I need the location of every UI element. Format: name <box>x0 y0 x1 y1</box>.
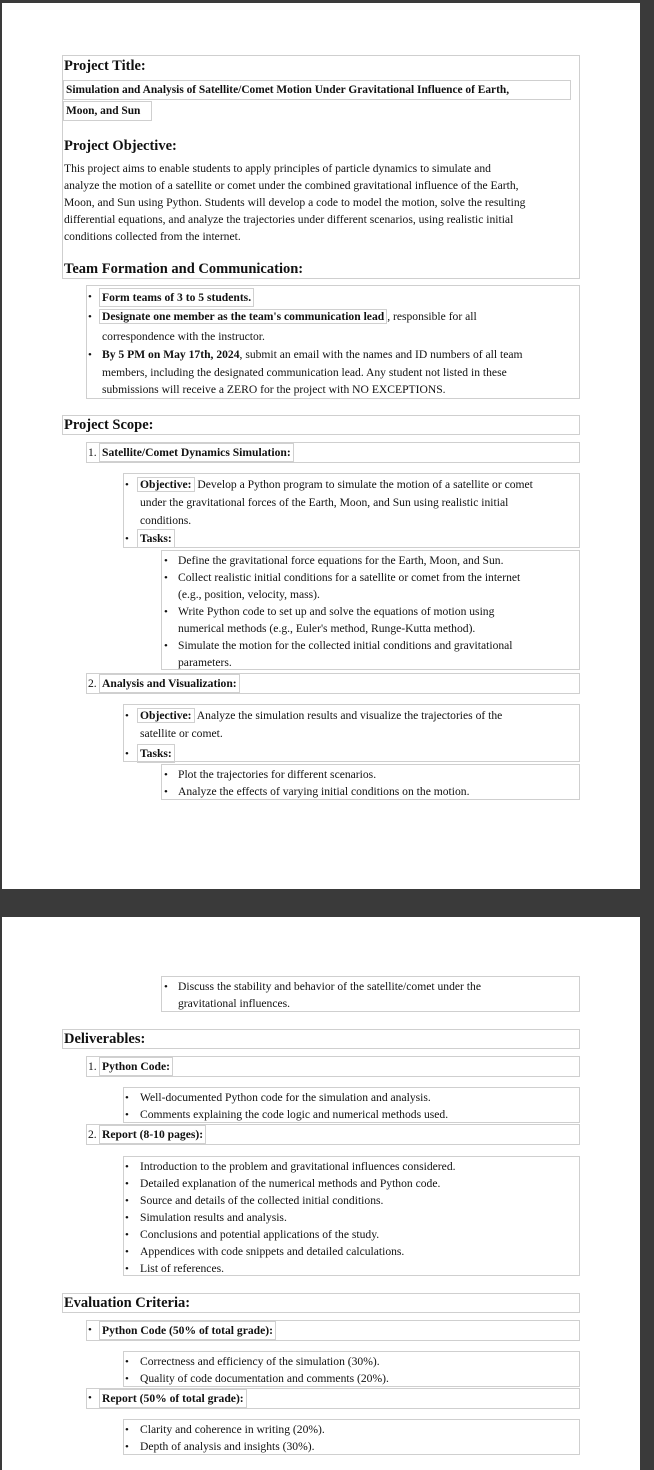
bullet: • <box>125 1161 129 1173</box>
team-item-3-rest: , submit an email with the names and ID numbers of all team <box>239 348 523 361</box>
project-objective-heading: Project Objective: <box>64 138 177 154</box>
scope1-number: 1. <box>88 446 97 459</box>
e2-item: Clarity and coherence in writing (20%). <box>140 1423 325 1436</box>
team-item-3-bold: By 5 PM on May 17th, 2024 <box>102 348 240 361</box>
scope1-tasks-label: Tasks: <box>137 529 175 548</box>
bullet: • <box>125 533 129 545</box>
e2-item: Depth of analysis and insights (30%). <box>140 1440 315 1453</box>
continued-task-line2: gravitational influences. <box>178 997 291 1010</box>
project-title-line2: Moon, and Sun <box>66 105 141 117</box>
continued-task: Discuss the stability and behavior of the satellite/comet under the <box>178 980 481 993</box>
d2-number: 2. <box>88 1128 97 1141</box>
project-title-heading: Project Title: <box>64 58 146 74</box>
bullet: • <box>125 748 129 760</box>
team-item-3 <box>102 346 523 363</box>
bullet: • <box>125 1178 129 1190</box>
bullet: • <box>125 1092 129 1104</box>
scope1-task-cont: (e.g., position, velocity, mass). <box>178 588 320 601</box>
bullet: • <box>164 555 168 567</box>
evaluation-heading: Evaluation Criteria: <box>64 1295 191 1311</box>
bullet: • <box>125 1373 129 1385</box>
bullet: • <box>125 1195 129 1207</box>
bullet: • <box>125 1263 129 1275</box>
scope1-objective-line2: under the gravitational forces of the Earth, Moon, and Sun using realistic initial <box>140 496 509 509</box>
objective-line: differential equations, and analyze the trajectories under different scenarios, using realistic initial <box>64 213 514 226</box>
d2-item: Source and details of the collected initial conditions. <box>140 1194 384 1207</box>
scope2-task: Analyze the effects of varying initial conditions on the motion. <box>178 785 470 798</box>
scope1-task: Collect realistic initial conditions for a satellite or comet from the internet <box>178 571 521 584</box>
d1-item: Well-documented Python code for the simulation and analysis. <box>140 1091 431 1104</box>
bullet: • <box>125 1246 129 1258</box>
e1-item: Quality of code documentation and comments (20%). <box>140 1372 389 1385</box>
bullet: • <box>125 1424 129 1436</box>
d1-number: 1. <box>88 1060 97 1073</box>
bullet: • <box>88 1392 92 1404</box>
team-formation-heading: Team Formation and Communication: <box>64 261 304 277</box>
bullet: • <box>125 1212 129 1224</box>
bullet: • <box>88 349 92 361</box>
scope1-task-cont: numerical methods (e.g., Euler's method, Runge-Kutta method). <box>178 622 476 635</box>
scope2-number: 2. <box>88 677 97 690</box>
objective-line: analyze the motion of a satellite or comet under the combined gravitational influence of the Earth, <box>64 179 519 192</box>
d2-item: Appendices with code snippets and detailed calculations. <box>140 1245 405 1258</box>
team-item-2-bold: Designate one member as the team's communication lead <box>99 309 387 324</box>
d2-item: Detailed explanation of the numerical methods and Python code. <box>140 1177 441 1190</box>
bullet: • <box>125 1229 129 1241</box>
document-page-2 <box>2 917 640 1470</box>
bullet: • <box>164 572 168 584</box>
team-item-2-line2: correspondence with the instructor. <box>102 330 265 343</box>
deliverables-heading: Deliverables: <box>64 1031 146 1047</box>
scope2-objective-text: Analyze the simulation results and visualize the trajectories of the <box>194 709 503 722</box>
bullet: • <box>88 1324 92 1336</box>
e1-label: Python Code (50% of total grade): <box>99 1321 276 1340</box>
scope1-task: Write Python code to set up and solve the equations of motion using <box>178 605 495 618</box>
scope1-label: Satellite/Comet Dynamics Simulation: <box>99 443 294 462</box>
scope1-objective-text: Develop a Python program to simulate the motion of a satellite or comet <box>194 478 533 491</box>
scope1-task: Define the gravitational force equations for the Earth, Moon, and Sun. <box>178 554 504 567</box>
scope1-objective <box>137 476 533 493</box>
team-item-3-line3: submissions will receive a ZERO for the project with NO EXCEPTIONS. <box>102 383 446 396</box>
d2-item: List of references. <box>140 1262 225 1275</box>
d2-item: Simulation results and analysis. <box>140 1211 287 1224</box>
scope2-objective-line2: satellite or comet. <box>140 727 223 740</box>
objective-line: conditions collected from the internet. <box>64 230 241 243</box>
objective-line: Moon, and Sun using Python. Students will develop a code to model the motion, solve the resulting <box>64 196 526 209</box>
bullet: • <box>164 606 168 618</box>
bullet: • <box>125 479 129 491</box>
scope2-objective <box>137 707 502 724</box>
d2-item: Conclusions and potential applications of the study. <box>140 1228 380 1241</box>
bullet: • <box>125 1356 129 1368</box>
scope1-task-cont: parameters. <box>178 656 232 669</box>
document-page-1 <box>2 3 640 889</box>
team-item-3-line2: members, including the designated communication lead. Any student not listed in these <box>102 366 507 379</box>
bullet: • <box>125 710 129 722</box>
d1-item: Comments explaining the code logic and numerical methods used. <box>140 1108 449 1121</box>
scope2-tasks-label: Tasks: <box>137 744 175 763</box>
scope2-label: Analysis and Visualization: <box>99 674 240 693</box>
e1-item: Correctness and efficiency of the simulation (30%). <box>140 1355 380 1368</box>
scope1-objective-line3: conditions. <box>140 514 192 527</box>
bullet: • <box>164 786 168 798</box>
team-item-2 <box>99 308 477 325</box>
e2-label: Report (50% of total grade): <box>99 1389 247 1408</box>
bullet: • <box>88 311 92 323</box>
d2-label: Report (8-10 pages): <box>99 1125 206 1144</box>
team-item-1: Form teams of 3 to 5 students. <box>99 288 254 307</box>
project-title-line1: Simulation and Analysis of Satellite/Comet Motion Under Gravitational Influence of Earth, <box>66 84 510 96</box>
objective-line: This project aims to enable students to apply principles of particle dynamics to simulate and <box>64 162 491 175</box>
bullet: • <box>125 1441 129 1453</box>
bullet: • <box>125 1109 129 1121</box>
project-scope-heading: Project Scope: <box>64 417 154 433</box>
bullet: • <box>88 291 92 303</box>
scope2-task: Plot the trajectories for different scenarios. <box>178 768 377 781</box>
scope1-objective-label: Objective: <box>137 477 195 492</box>
team-item-2-rest: , responsible for all <box>387 310 477 323</box>
bullet: • <box>164 640 168 652</box>
bullet: • <box>164 769 168 781</box>
bullet: • <box>164 981 168 993</box>
d1-label: Python Code: <box>99 1057 173 1076</box>
scope1-task: Simulate the motion for the collected initial conditions and gravitational <box>178 639 513 652</box>
scope2-objective-label: Objective: <box>137 708 195 723</box>
d2-item: Introduction to the problem and gravitational influences considered. <box>140 1160 456 1173</box>
